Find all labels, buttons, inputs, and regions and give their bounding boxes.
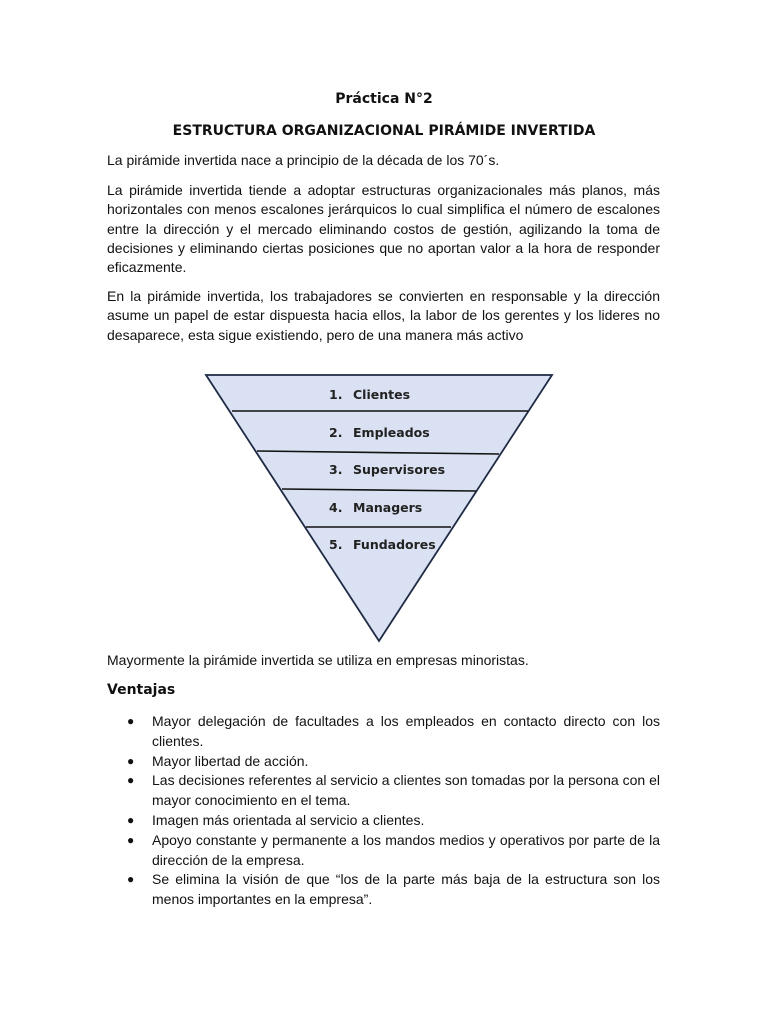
pyramid-level-number: 5. (329, 537, 343, 552)
list-item (127, 712, 660, 752)
advantages-heading: Ventajas (107, 682, 176, 698)
bullet-icon: ● (127, 872, 135, 887)
intro-paragraph: La pirámide invertida nace a principio de la década de los 70´s. (107, 152, 500, 168)
bullet-icon: ● (127, 773, 135, 788)
pyramid-level-supervisores: Supervisores (353, 462, 446, 477)
bullet-icon: ● (127, 714, 135, 728)
list-item-text: Apoyo constante y permanente a los mandos medios y operativos por parte de la dirección de la empresa. (152, 831, 660, 868)
pyramid-level-number: 4. (329, 500, 343, 515)
list-item-text: Se elimina la visión de que “los de la parte más baja de la estructura son los menos importantes en la empresa”. (152, 871, 660, 908)
pyramid-level-number: 3. (329, 462, 343, 477)
list-item-text: Las decisiones referentes al servicio a clientes son tomadas por la persona con el mayor conocimiento en el tema. (152, 772, 660, 809)
advantages-list (127, 712, 660, 910)
pyramid-level-number: 2. (329, 425, 343, 440)
paragraph-roles: En la pirámide invertida, los trabajadores se convierten en responsable y la dirección asume un papel de estar dispuesta hacia ellos, la labor de los gerentes y los lideres no desaparece, esta sigue existiendo, pero de una manera más activo (107, 288, 660, 343)
bullet-icon: ● (127, 753, 135, 768)
practice-title: Práctica N°2 (335, 91, 433, 107)
pyramid-level-managers: Managers (353, 500, 423, 515)
list-item-text: Mayor libertad de acción. (152, 752, 309, 769)
bullet-icon: ● (127, 832, 135, 847)
bullet-icon: ● (127, 812, 135, 827)
list-item (127, 771, 660, 811)
list-item-text: Mayor delegación de facultades a los empleados en contacto directo con los clientes. (152, 713, 660, 749)
list-item (127, 811, 660, 831)
paragraph-flat-structures: La pirámide invertida tiende a adoptar estructuras organizacionales más planos, más horizontales con menos escalones jerárquicos lo cual simplifica el número de escalones entre la dirección y el mercado eliminando costos de gestión, agilizando la toma de decisiones y eliminando ciertas posiciones que no aportan valor a la hora de responder eficazmente. (107, 182, 660, 276)
pyramid-level-fundadores: Fundadores (353, 537, 436, 552)
list-item (127, 870, 660, 910)
pyramid-level-number: 1. (329, 387, 343, 402)
main-title: ESTRUCTURA ORGANIZACIONAL PIRÁMIDE INVERTIDA (172, 123, 596, 139)
pyramid-level-empleados: Empleados (353, 425, 430, 440)
list-item (127, 831, 660, 871)
list-item-text: Imagen más orientada al servicio a clientes. (152, 811, 425, 828)
usage-paragraph: Mayormente la pirámide invertida se utiliza en empresas minoristas. (107, 652, 529, 668)
list-item (127, 752, 660, 772)
pyramid-level-clientes: Clientes (353, 387, 411, 402)
